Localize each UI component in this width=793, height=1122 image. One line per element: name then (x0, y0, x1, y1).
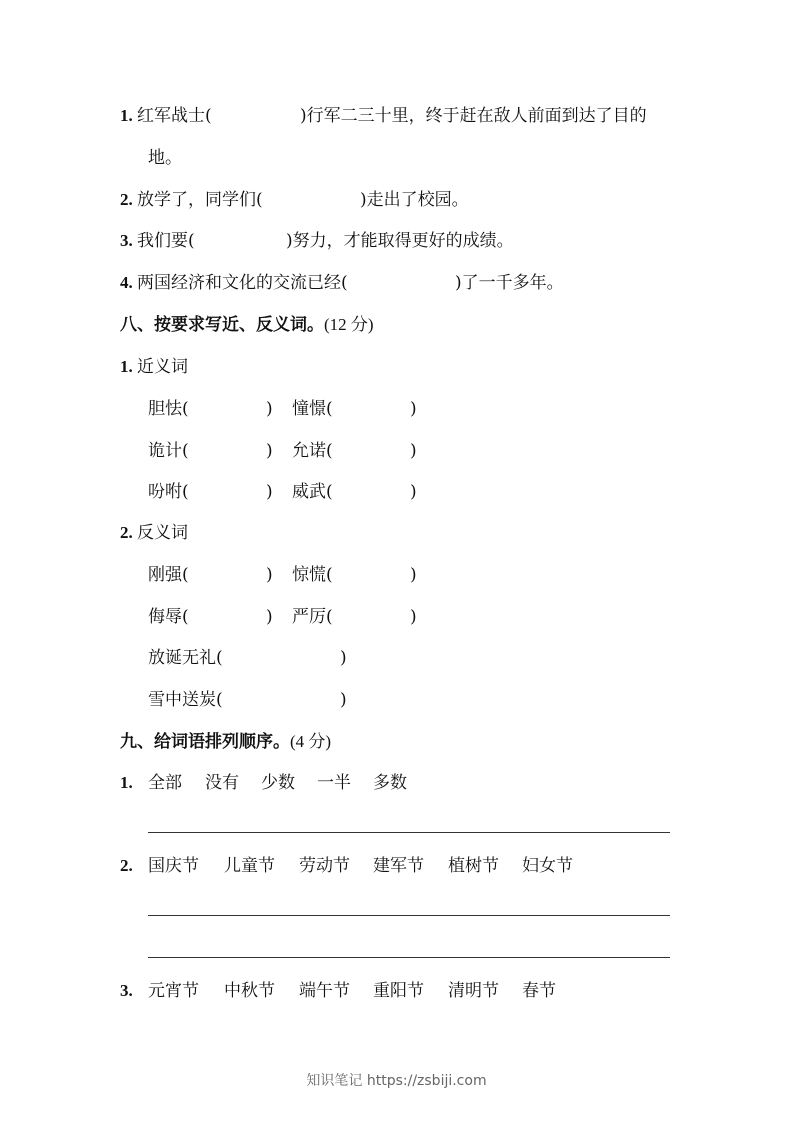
antonym-item: 侮辱( (148, 607, 189, 627)
sentence-text-after: )行军二三十里，终于赶在敌人前面到达了目的 (300, 106, 647, 126)
group-label: 反义词 (137, 523, 188, 543)
word: 重阳节 (373, 981, 424, 1001)
close-paren: ) (266, 399, 273, 419)
word: 端午节 (299, 981, 350, 1001)
sentence-text-before: 两国经济和文化的交流已经( (137, 273, 348, 293)
sentence-3: 3. 我们要( (120, 231, 195, 251)
footer-watermark: 知识笔记 https://zsbiji.com (306, 1073, 487, 1089)
word: 多数 (373, 773, 407, 793)
word: 一半 (317, 773, 351, 793)
antonym-item: 刚强( (148, 565, 189, 585)
word: 国庆节 (148, 856, 199, 876)
order-item-3: 3. (120, 981, 133, 1000)
antonyms-label: 2. 反义词 (120, 523, 188, 543)
sentence-2-after (360, 188, 469, 212)
section-title: 八、按要求写近、反义词。 (120, 315, 324, 335)
word: 清明节 (448, 981, 499, 1001)
item-number: 1 (120, 357, 129, 376)
synonym-item: 胆怯( (148, 399, 189, 419)
close-paren: ) (266, 482, 273, 502)
item-number: 2 (120, 856, 129, 875)
answer-line[interactable] (148, 915, 670, 916)
word: 春节 (522, 981, 556, 1001)
close-paren: ) (410, 565, 417, 585)
sentence-4: 4. 两国经济和文化的交流已经( (120, 273, 348, 293)
close-paren: ) (410, 607, 417, 627)
close-paren: ) (410, 441, 417, 461)
item-number: 1 (120, 106, 129, 125)
sentence-1-after (300, 104, 647, 128)
word: 少数 (261, 773, 295, 793)
close-paren: ) (410, 399, 417, 419)
section-score: (4 分) (290, 732, 332, 751)
close-paren: ) (340, 690, 347, 710)
close-paren: ) (266, 441, 273, 461)
sentence-text-after: )走出了校园。 (360, 190, 469, 210)
synonym-item: 吩咐( (148, 482, 189, 502)
word: 妇女节 (522, 856, 573, 876)
antonym-item: 惊慌( (292, 565, 333, 585)
synonym-item: 允诺( (292, 441, 333, 461)
synonym-item: 憧憬( (292, 399, 333, 419)
sentence-text-after: )努力，才能取得更好的成绩。 (286, 231, 514, 251)
answer-line[interactable] (148, 832, 670, 833)
sentence-continuation: 地。 (148, 148, 182, 168)
section-8-title (120, 313, 374, 337)
word: 全部 (148, 773, 182, 793)
sentence-3-after (286, 229, 514, 253)
close-paren: ) (340, 648, 347, 668)
synonym-item: 威武( (292, 482, 333, 502)
sentence-text-before: 放学了，同学们( (137, 190, 263, 210)
sentence-1-continuation (148, 146, 182, 170)
sentence-text-before: 红军战士( (137, 106, 212, 126)
item-number: 4 (120, 273, 129, 292)
synonym-item: 诡计( (148, 441, 189, 461)
sentence-text-before: 我们要( (137, 231, 195, 251)
word: 没有 (205, 773, 239, 793)
word: 植树节 (448, 856, 499, 876)
item-number: 1 (120, 773, 129, 792)
antonym-item: 严厉( (292, 607, 333, 627)
section-score: (12 分) (324, 315, 374, 334)
word: 劳动节 (299, 856, 350, 876)
synonyms-label: 1. 近义词 (120, 357, 188, 377)
antonym-long-item: 放诞无礼( (148, 648, 223, 668)
word: 元宵节 (148, 981, 199, 1001)
word: 建军节 (373, 856, 424, 876)
item-number: 3 (120, 231, 129, 250)
sentence-text-after: )了一千多年。 (455, 273, 564, 293)
word: 儿童节 (224, 856, 275, 876)
group-label: 近义词 (137, 357, 188, 377)
section-9-title (120, 730, 331, 754)
item-number: 2 (120, 523, 129, 542)
antonym-long-item: 雪中送炭( (148, 690, 223, 710)
item-number: 2 (120, 190, 129, 209)
item-number: 3 (120, 981, 129, 1000)
close-paren: ) (410, 482, 417, 502)
sentence-2: 2. 放学了，同学们( (120, 190, 263, 210)
close-paren: ) (266, 607, 273, 627)
order-item-1: 1. (120, 773, 133, 792)
sentence-1: 1. 红军战士( (120, 106, 212, 126)
sentence-4-after (455, 271, 564, 295)
close-paren: ) (266, 565, 273, 585)
section-title: 九、给词语排列顺序。 (120, 732, 290, 752)
answer-line[interactable] (148, 957, 670, 958)
order-item-2: 2. (120, 856, 133, 875)
word: 中秋节 (224, 981, 275, 1001)
